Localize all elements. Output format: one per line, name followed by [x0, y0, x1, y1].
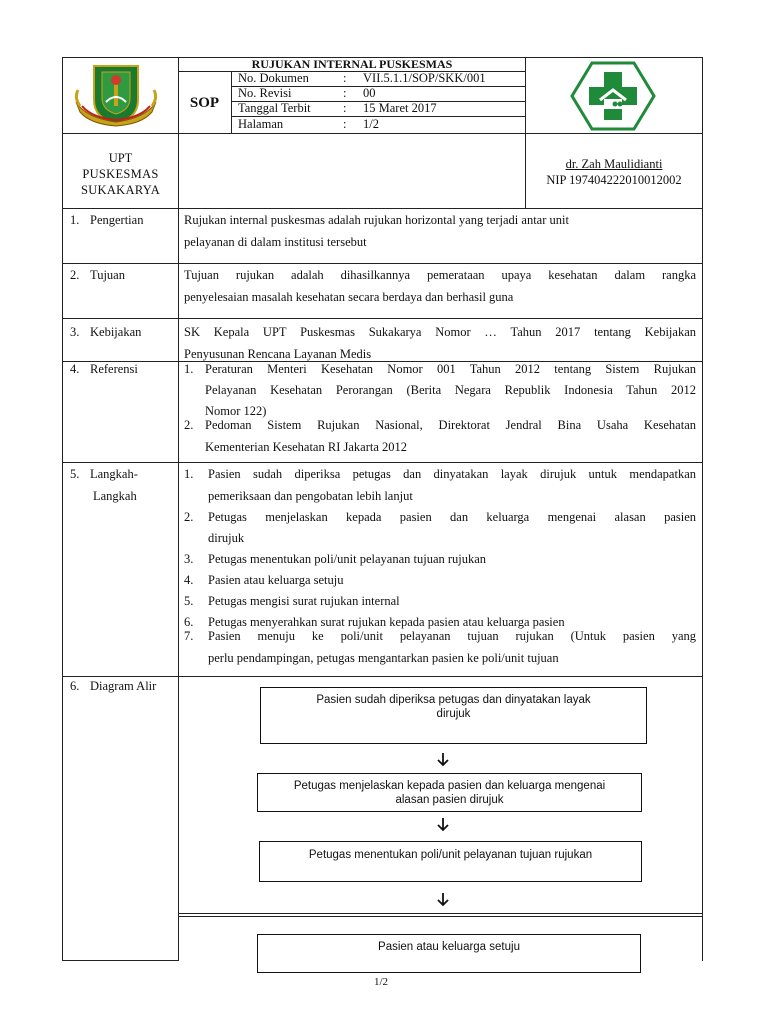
langkah-item-number: 7.: [184, 629, 194, 643]
meta-sep: :: [343, 71, 347, 85]
kebijakan-text-line: Penyusunan Rencana Layanan Medis: [184, 347, 372, 361]
table-border-right: [702, 57, 703, 961]
langkah-item-line: Petugas menjelaskan kepada pasien dan keluarga mengenai alasan pasien: [208, 510, 696, 524]
meta-value-no-revisi: 00: [363, 86, 376, 100]
tujuan-text-line: penyelesaian masalah kesehatan secara berdaya dan berhasil guna: [184, 290, 514, 304]
meta-label-no-revisi: No. Revisi: [238, 86, 292, 100]
flow-step-text: alasan pasien dirujuk: [395, 794, 504, 806]
langkah-item-number: 1.: [184, 467, 194, 481]
section-label-diagram: Diagram Alir: [90, 679, 157, 693]
langkah-item-line: pemeriksaan dan pengobatan lebih lanjut: [208, 489, 413, 503]
meta-label-tanggal-terbit: Tanggal Terbit: [238, 101, 311, 115]
pengertian-text-line: pelayanan di dalam institusi tersebut: [184, 235, 367, 249]
meta-label-halaman: Halaman: [238, 117, 284, 131]
langkah-item-line: Petugas mengisi surat rujukan internal: [208, 594, 400, 608]
meta-value-no-dokumen: VII.5.1.1/SOP/SKK/001: [363, 71, 486, 85]
sop-divider: [231, 71, 232, 134]
signer-nip: NIP 197404222010012002: [546, 173, 682, 187]
meta-value-halaman: 1/2: [363, 117, 379, 131]
unit-name-line: PUSKESMAS: [82, 167, 159, 181]
flow-step-box: [259, 841, 642, 882]
langkah-item-line: dirujuk: [208, 531, 245, 545]
referensi-item-line: Kementerian Kesehatan RI Jakarta 2012: [205, 440, 408, 454]
down-arrow-icon: [437, 753, 449, 767]
langkah-item-line: Pasien atau keluarga setuju: [208, 573, 344, 587]
header-row-divider: [62, 133, 703, 134]
flow-step-text: Petugas menjelaskan kepada pasien dan keluarga mengenai: [293, 780, 606, 792]
unit-name-line: UPT: [108, 151, 133, 165]
referensi-item-number: 1.: [184, 362, 194, 376]
section-label-pengertian: Pengertian: [90, 213, 144, 227]
meta-sep: :: [343, 86, 347, 100]
flow-step-text: Petugas menentukan poli/unit pelayanan tujuan rujukan: [308, 849, 593, 861]
section-number: 3.: [70, 325, 80, 339]
flow-step-text: Pasien sudah diperiksa petugas dan dinyatakan layak: [316, 694, 591, 706]
down-arrow-icon: [437, 818, 449, 832]
meta-sep: :: [343, 101, 347, 115]
diagram-split-line: [178, 913, 703, 914]
tujuan-text-line: Tujuan rujukan adalah dihasilkannya pemerataan upaya kesehatan dalam rangka: [184, 268, 696, 282]
regency-crest-icon: [72, 62, 160, 128]
langkah-item-number: 3.: [184, 552, 194, 566]
puskesmas-cross-logo-icon: [570, 60, 656, 132]
langkah-item-line: perlu pendampingan, petugas mengantarkan pasien ke poli/unit tujuan: [208, 651, 559, 665]
document-title: RUJUKAN INTERNAL PUSKESMAS: [251, 57, 453, 71]
section-number: 6.: [70, 679, 80, 693]
langkah-item-number: 2.: [184, 510, 194, 524]
referensi-item-line: Pedoman Sistem Rujukan Nasional, Direktorat Jendral Bina Usaha Kesehatan: [205, 418, 696, 432]
section-label-kebijakan: Kebijakan: [90, 325, 142, 339]
flow-step-box: [260, 687, 647, 744]
section-divider: [62, 676, 703, 677]
section-label-referensi: Referensi: [90, 362, 138, 376]
referensi-item-line: Peraturan Menteri Kesehatan Nomor 001 Tahun 2012 tentang Sistem Rujukan: [205, 362, 696, 376]
section-divider: [62, 462, 703, 463]
langkah-item-number: 4.: [184, 573, 194, 587]
referensi-item-line: Nomor 122): [205, 404, 267, 418]
flow-step-box: [257, 773, 642, 812]
referensi-item-line: Pelayanan Kesehatan Perorangan (Berita Negara Republik Indonesia Tahun 2012: [205, 383, 696, 397]
page-number: 1/2: [374, 976, 389, 988]
meta-label-no-dokumen: No. Dokumen: [238, 71, 309, 85]
section-label-langkah: Langkah: [93, 489, 137, 503]
langkah-item-line: Petugas menentukan poli/unit pelayanan tujuan rujukan: [208, 552, 487, 566]
kebijakan-text-line: SK Kepala UPT Puskesmas Sukakarya Nomor … Tahun 2017 tentang Kebijakan: [184, 325, 696, 339]
diagram-split-line: [178, 916, 703, 917]
down-arrow-icon: [437, 893, 449, 907]
section-number: 5.: [70, 467, 80, 481]
langkah-item-line: Pasien sudah diperiksa petugas dan dinyatakan layak dirujuk untuk mendapatkan: [208, 467, 696, 481]
section-label-langkah: Langkah-: [90, 467, 138, 481]
langkah-item-line: Pasien menuju ke poli/unit pelayanan tujuan rujukan (Untuk pasien yang: [208, 629, 696, 643]
section-number: 1.: [70, 213, 80, 227]
meta-value-tanggal-terbit: 15 Maret 2017: [363, 101, 437, 115]
flow-step-box: [257, 934, 641, 973]
section-divider: [62, 263, 703, 264]
section-divider: [62, 318, 703, 319]
meta-sep: :: [343, 117, 347, 131]
flow-step-text: dirujuk: [436, 708, 471, 720]
unit-name-line: SUKAKARYA: [80, 183, 161, 197]
flow-step-text: Pasien atau keluarga setuju: [378, 941, 520, 953]
table-border-bottom: [62, 960, 179, 961]
pengertian-text-line: Rujukan internal puskesmas adalah rujukan horizontal yang terjadi antar unit: [184, 213, 569, 227]
referensi-item-number: 2.: [184, 418, 194, 432]
sop-label: SOP: [189, 95, 220, 111]
langkah-item-number: 5.: [184, 594, 194, 608]
langkah-item-number: 6.: [184, 615, 194, 629]
section-divider: [62, 208, 703, 209]
section-label-tujuan: Tujuan: [90, 268, 125, 282]
langkah-item-line: Petugas menyerahkan surat rujukan kepada pasien atau keluarga pasien: [208, 615, 565, 629]
section-number: 4.: [70, 362, 80, 376]
signer-name: dr. Zah Maulidianti: [565, 157, 663, 171]
section-number: 2.: [70, 268, 80, 282]
